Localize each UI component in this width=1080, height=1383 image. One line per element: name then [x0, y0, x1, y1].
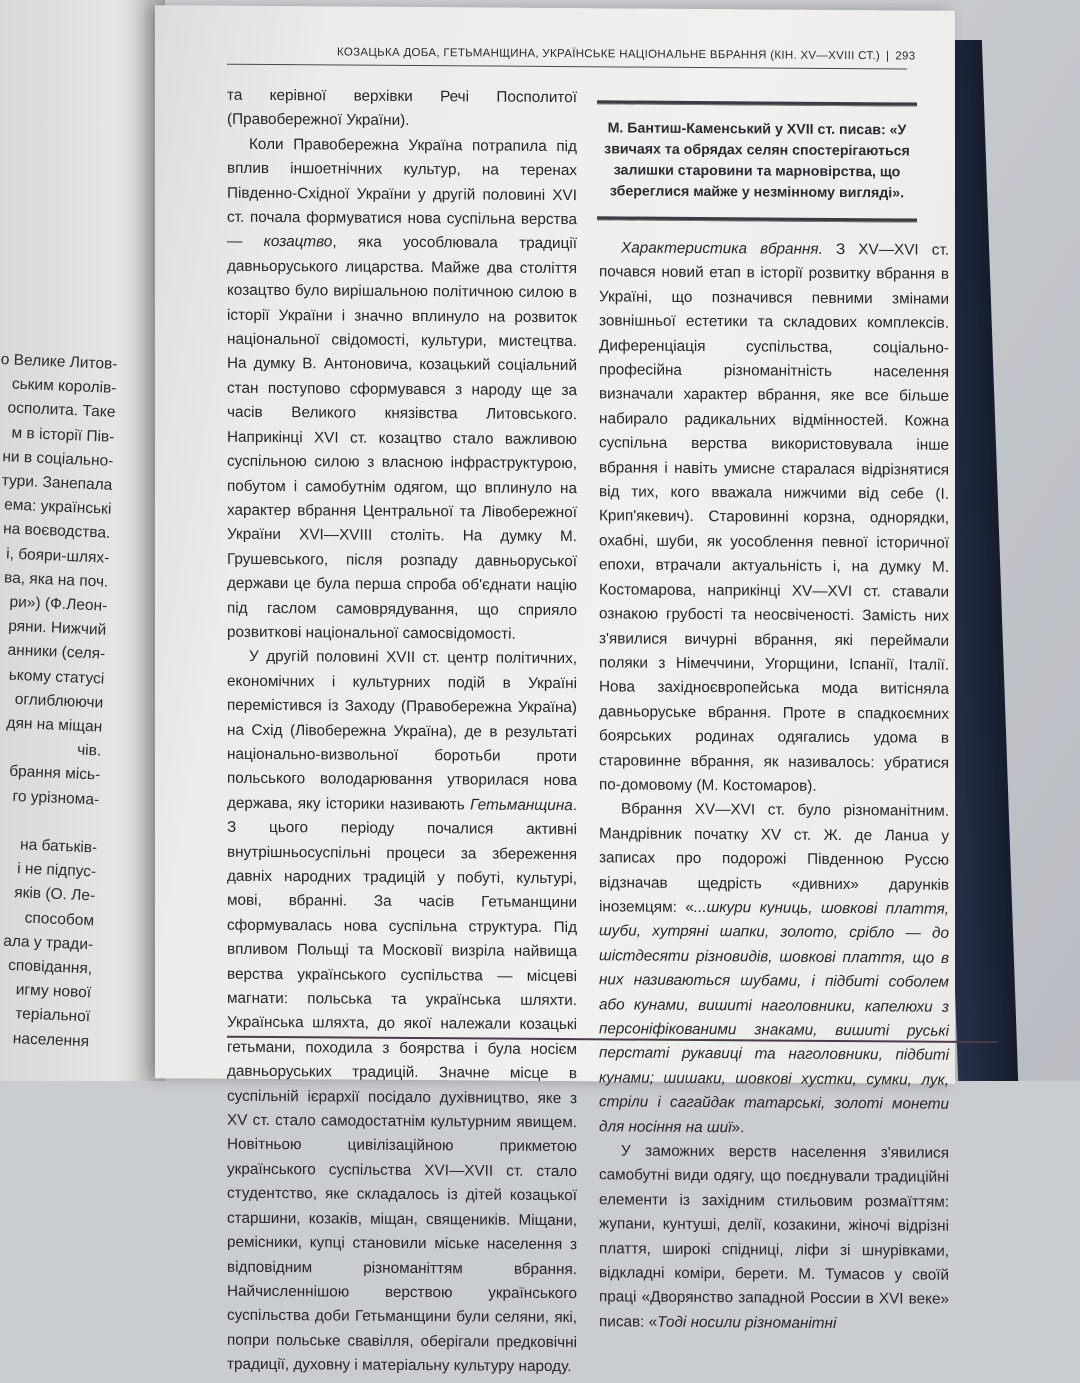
italic-quote: ...шкури куниць, шовкові плаття, шуби, хутряні шапки, золото, срібло — до шістдесяти різновидів, шовкові плаття, що в них називаються шубами, і підбиті соболем або кунами, вишиті наголовники, капелюхи з персоніфікованими знаками, вишиті руські перстаті рукавиці та наголовники, підбиті кунами; шишаки, шовкові хустки, сумки, лук, стріли і сагайдак татарські, золоті монети для носіння на шиї — [599, 898, 949, 1136]
text-run: Вбрання XV—XVI ст. було різноманітним. Мандрівник початку XV ст. Ж. де Ланua у записах про подорожі Південною Руссю відзначав щедрість «дивних» дарунків іноземцям: « — [599, 800, 949, 916]
left-page-line: теріальної — [14, 1005, 91, 1026]
left-page-line: способом — [24, 909, 95, 930]
text-run: У заможних верств населення з'явилися самобутні види одягу, що поєднували традиційні елементи із західним стильовим розмаїттям: жупани, кунтуші, делії, козакини, жіночі відрізні плаття, широкі спідниці, ліфи зі шнурівками, відкладні коміри, берети. М. Тумасов у своїй праці «Дворянство западной России в XVI веке» писав: « — [599, 1142, 949, 1331]
left-page-line: тури. Занепала — [1, 472, 113, 494]
left-page-line: і не підпус- — [16, 860, 97, 881]
left-page-line: ряни. Нижчий — [7, 617, 107, 639]
left-page-line: игму нової — [15, 981, 92, 1002]
right-text-column — [599, 236, 949, 1337]
italic-term: Гетьманщина — [470, 796, 573, 814]
italic-heading: Характеристика вбрання. — [621, 239, 823, 258]
quote-box — [597, 100, 917, 222]
left-page-line: осполита. Таке — [7, 399, 116, 422]
left-page-line: чів. — [76, 741, 102, 760]
left-text-column — [227, 84, 577, 1380]
header-rule — [227, 64, 907, 70]
left-page-line: ри») (Ф.Леон- — [9, 593, 108, 615]
left-page-line: ькому статусі — [8, 666, 105, 688]
left-page-line: анники (селя- — [7, 642, 106, 664]
left-page-line: на батьків- — [19, 836, 98, 857]
paragraph — [227, 133, 577, 648]
paragraph — [599, 236, 949, 800]
left-page-line: ала у тради- — [2, 932, 94, 954]
left-page-line: на воєводства. — [2, 520, 111, 543]
paragraph — [599, 798, 949, 1142]
left-page-line: ни в соціально- — [2, 448, 114, 470]
text-run: ». — [731, 1118, 745, 1136]
text-run: У другій половині XVII ст. центр політичних, економічних і культурних подій в Україні перемістився із Заходу (Правобережна Україна) на Схід (Лівобережна Україна), де в результаті національно-визвольної боротьби проти польського володарювання утворилася нова держава, яку історики називають — [227, 648, 577, 814]
left-page-line: ва, яка на поч. — [3, 569, 109, 591]
left-page-line: брання місь- — [8, 763, 101, 785]
quote-bottom-rule — [597, 216, 917, 222]
paragraph: та керівної верхівки Речі Посполитої (Правобережної України). — [227, 86, 577, 130]
paragraph — [599, 1139, 949, 1337]
left-page-line: го урізнома- — [12, 787, 100, 809]
left-page-line: і, бояри-шлях- — [5, 545, 110, 567]
text-run: , яка уособлювала традиції давньоруського лицарства. Майже два століття козацтво було вирішальною політичною силою в історії України і значно вплинуло на розвиток національної свідомості, культури, мистецтва. На думку В. Антоновича, козацький соціальний стан поступово сформувався з народу ще за часів Великого князівства Литовського. Наприкінці XVI ст. козацтво стало важливою суспільною силою з власною інфраструктурою, побутом і самобутнім одягом, що вплинуло на характер вбрання Центральної та Лівобережної України XVI—XVIII століть. На думку М. Грушевського, після розпаду давньоруської держави це була перша спроба об'єднати націю під гаслом самоврядування, що сприяло розвиткові національної самосвідомості. — [227, 233, 578, 643]
left-page-line: сповідання, — [7, 956, 93, 978]
right-page — [155, 5, 955, 1376]
page-number: 293 — [895, 50, 916, 63]
left-page-line: ським королів- — [11, 375, 117, 398]
text-run: Коли Правобережна Україна потрапила під вплив іншоетнічних культур, на теренах Південно-Східної України у другій половині XVI ст. почала формуватися нова суспільна верства — — [227, 135, 577, 251]
italic-quote: Тоді носили різноманітні — [657, 1313, 837, 1332]
left-page-line: о Велике Литов- — [0, 351, 118, 373]
text-run: . З цього періоду почалися активні внутрішньосуспільні процеси за збереження давніх народних традицій у побуті, культурі, мові, вбранні. За часів Гетьманщини сформувалась нова суспільна структура. Під впливом Польщі та Московії визріла найвища верства українського суспільства — місцеві магнати: польська та українська шляхти. Українська шляхта, до якої належали козацькі гетьмани, походила з боярства і була носієм давньоруських традицій. Значне місце в суспільній ієрархії посідало духівництво, яке з XV ст. стало самодостатнім культурним явищем. Новітньою цивілізаційною прикметою українського суспільства XVI—XVII ст. стало студентство, яке складалось із дітей козацької старшини, козаків, міщан, священиків. Міщани, ремісники, купці становили міське населення з відповідним різноманіттям вбрання. Найчисленнішою верствою українського суспільства доби Гетьманщини були селяни, які, попри польське свавілля, оберігали предковічні традиції, духовну і матеріальну культуру народу. — [227, 796, 577, 1376]
left-page-line: дян на міщан — [6, 714, 103, 736]
running-header — [337, 46, 917, 62]
text-run: З XV—XVI ст. почався новий етап в історії розвитку вбрання в Україні, що позначився певними змінами зовнішньої естетики та складових комплексів. Диференціація суспільства, соціально-професійна різноманітність населення визначали характер вбрання, яке все більше набирало радикальних відмінностей. Кожна суспільна верства використовувала інше вбрання і навіть умисне старалася відрізнятися від тих, кого вважала нижчими від себе (І. Крип'якевич). Старовинні корзна, однорядки, охабні, шуби, як уособлення певної історичної епохи, втрачали актуальність і, на думку М. Костомарова, наприкінці XV—XVI ст. ставали ознакою грубості та неосвіченості. Замість них з'явилися вичурні вбрання, які переймали поляки з Німеччини, Угорщини, Іспанії, Італії. Нова західноєвропейська мода витісняла давньоруське вбрання. Проте в спадкоємних боярських родинах одягались удома в старовинне вбрання, як називалось: убратися по-домовому (М. Костомаров). — [599, 240, 949, 795]
running-title: КОЗАЦЬКА ДОБА, ГЕТЬМАНЩИНА, УКРАЇНСЬКЕ НАЦІОНАЛЬНЕ ВБРАННЯ (КІН. XV—XVIII СТ.) — [337, 46, 881, 63]
paragraph — [227, 645, 577, 1380]
left-page-line: м в історії Пів- — [11, 424, 115, 446]
left-page-line: яків (О. Ле- — [13, 884, 96, 905]
left-page-line: оглиблюючи — [14, 690, 104, 712]
left-page-line: ема: українські — [3, 496, 112, 519]
left-page-line: населення — [12, 1029, 90, 1051]
left-page — [0, 0, 165, 1081]
italic-term: козацтво — [263, 233, 333, 251]
quote-text: М. Бантиш-Каменський у XVII ст. писав: «У звичаях та обрядах селян спостерігаються залишки старовини та марновірства, що збереглися майже у незмінному вигляді». — [604, 120, 910, 202]
header-separator: | — [886, 50, 890, 63]
